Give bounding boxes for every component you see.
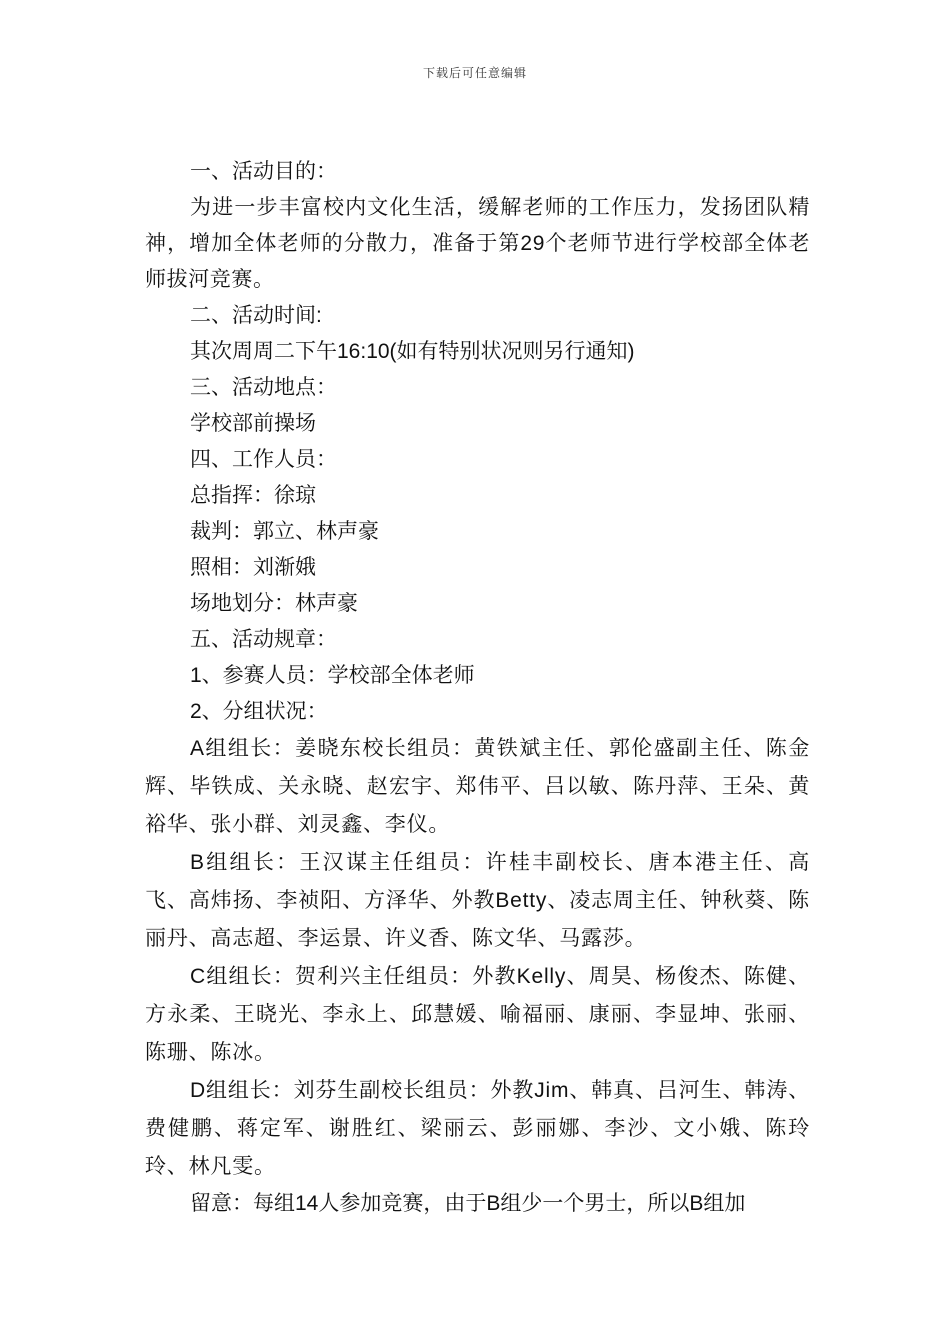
- group-b-paragraph: B组组长：王汉谋主任组员：许桂丰副校长、唐本港主任、高飞、高炜扬、李祯阳、方泽华、外教Betty、凌志周主任、钟秋葵、陈丽丹、高志超、李运景、许义香、陈文华、马露莎。: [145, 851, 810, 950]
- group-d-paragraph: D组组长：刘芬生副校长组员：外教Jim、韩真、吕河生、韩涛、费健鹏、蒋定军、谢胜红、梁丽云、彭丽娜、李沙、文小娥、陈玲玲、林凡雯。: [145, 1079, 810, 1178]
- note-text: 留意：每组14人参加竞赛，由于B组少一个男士，所以B组加: [190, 1192, 746, 1215]
- purpose-paragraph: 为进一步丰富校内文化生活，缓解老师的工作压力，发扬团队精神，增加全体老师的分散力，准备于第29个老师节进行学校部全体老师拔河竞赛。: [145, 196, 810, 291]
- rule-grouping: 2、分组状况：: [190, 700, 328, 723]
- staff-field: 场地划分：林声豪: [190, 592, 358, 615]
- staff-referee: 裁判：郭立、林声豪: [190, 520, 379, 543]
- page-header-note: 下载后可任意编辑: [422, 66, 527, 80]
- staff-commander: 总指挥：徐琼: [190, 484, 316, 507]
- time-text: 其次周周二下午16:10(如有特别状况则另行通知): [190, 340, 635, 363]
- section-heading-location: 三、活动地点：: [190, 376, 337, 399]
- section-heading-staff: 四、工作人员：: [190, 448, 337, 471]
- staff-photographer: 照相：刘渐娥: [190, 556, 316, 579]
- group-c-paragraph: C组组长：贺利兴主任组员：外教Kelly、周昊、杨俊杰、陈健、方永柔、王晓光、李永上、邱慧媛、喻福丽、康丽、李显坤、张丽、陈珊、陈冰。: [145, 965, 810, 1064]
- section-heading-purpose: 一、活动目的：: [190, 160, 337, 183]
- section-heading-rules: 五、活动规章：: [190, 628, 337, 651]
- section-heading-time: 二、活动时间:: [190, 304, 322, 327]
- group-a-paragraph: A组组长：姜晓东校长组员：黄铁斌主任、郭伦盛副主任、陈金辉、毕铁成、关永晓、赵宏宇、郑伟平、吕以敏、陈丹萍、王朵、黄裕华、张小群、刘灵鑫、李仪。: [145, 737, 810, 836]
- rule-participants: 1、参赛人员：学校部全体老师: [190, 664, 475, 687]
- location-text: 学校部前操场: [190, 412, 316, 435]
- document-body: [145, 154, 810, 1222]
